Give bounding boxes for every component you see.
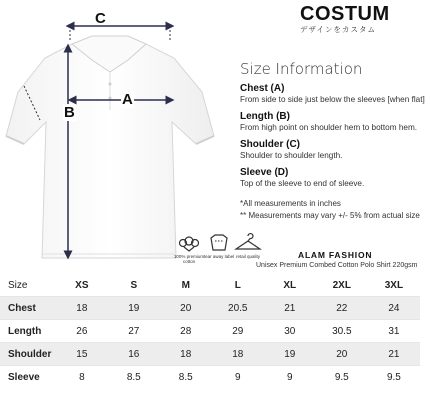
- cell: 20.5: [212, 297, 264, 320]
- info-desc: From side to side just below the sleeves [when flat]: [240, 95, 425, 104]
- cell: 21: [264, 297, 316, 320]
- cell: 28: [160, 320, 212, 343]
- badge-label: retail quality: [235, 254, 260, 259]
- cell: 9.5: [316, 366, 368, 389]
- info-heading: Sleeve (D): [240, 167, 289, 178]
- cell: 18: [56, 297, 108, 320]
- size-header-xs: XS: [75, 279, 89, 291]
- cell: 19: [108, 297, 160, 320]
- info-heading: Shoulder (C): [240, 139, 300, 150]
- note-inches: *All measurements in inches: [240, 199, 341, 208]
- cell: 16: [108, 343, 160, 366]
- brand-tagline: デザインをカスタム: [300, 25, 376, 34]
- size-header-2xl: 2XL: [332, 279, 351, 291]
- row-label: Sleeve: [0, 366, 56, 389]
- info-sleeve: [240, 167, 430, 188]
- cell: 27: [108, 320, 160, 343]
- cell: 31: [368, 320, 420, 343]
- table-header-row: [0, 274, 420, 297]
- size-header-xl: XL: [283, 279, 297, 291]
- hanger-icon: [233, 232, 263, 254]
- size-header-m: M: [181, 279, 190, 291]
- measure-letter-b: B: [64, 104, 75, 121]
- table-row: [0, 366, 420, 389]
- row-label: Chest: [0, 297, 56, 320]
- note-variance: ** Measurements may vary +/- 5% from actual size: [240, 211, 420, 220]
- cell: 22: [316, 297, 368, 320]
- product-description: Unisex Premium Combed Cotton Polo Shirt 220gsm: [256, 262, 418, 269]
- badge-retail: [231, 232, 265, 259]
- brand-name: COSTUM: [300, 3, 390, 25]
- table-header-label: Size: [8, 279, 28, 291]
- table-row: [0, 320, 420, 343]
- cell: 20: [160, 297, 212, 320]
- cell: 8.5: [108, 366, 160, 389]
- cell: 8.5: [160, 366, 212, 389]
- cell: 19: [264, 343, 316, 366]
- size-info-title: Size Information: [240, 60, 363, 78]
- info-desc: From high point on shoulder hem to bottom hem.: [240, 123, 418, 132]
- size-header-3xl: 3XL: [384, 279, 404, 291]
- row-label: Shoulder: [0, 343, 56, 366]
- cotton-flower-icon: [174, 232, 204, 254]
- cell: 26: [56, 320, 108, 343]
- size-header-s: S: [130, 279, 138, 291]
- cell: 9.5: [368, 366, 420, 389]
- info-chest: [240, 83, 430, 104]
- cell: 29: [212, 320, 264, 343]
- size-chart-table: [0, 274, 420, 388]
- badge-label: 100% premium cotton: [173, 254, 205, 264]
- brand-logo: [300, 3, 420, 35]
- cell: 8: [56, 366, 108, 389]
- cell: 18: [160, 343, 212, 366]
- cell: 24: [368, 297, 420, 320]
- cell: 30: [264, 320, 316, 343]
- cell: 20: [316, 343, 368, 366]
- info-heading: Length (B): [240, 111, 290, 122]
- cell: 9: [264, 366, 316, 389]
- row-label: Length: [0, 320, 56, 343]
- size-header-l: L: [234, 279, 241, 291]
- info-desc: Top of the sleeve to end of sleeve.: [240, 179, 365, 188]
- measure-letter-a: A: [122, 91, 133, 108]
- badge-cotton: [172, 232, 206, 264]
- table-row: [0, 343, 420, 366]
- product-brand-line: ALAM FASHION: [298, 250, 373, 260]
- polo-shirt-illustration: [0, 0, 230, 270]
- measure-letter-c: C: [95, 10, 106, 27]
- badge-label: tear away label: [203, 254, 235, 259]
- cell: 15: [56, 343, 108, 366]
- info-heading: Chest (A): [240, 83, 285, 94]
- cell: 30.5: [316, 320, 368, 343]
- info-desc: Shoulder to shoulder length.: [240, 151, 343, 160]
- cell: 21: [368, 343, 420, 366]
- table-row: [0, 297, 420, 320]
- cell: 18: [212, 343, 264, 366]
- info-length: [240, 111, 430, 132]
- cell: 9: [212, 366, 264, 389]
- info-shoulder: [240, 139, 430, 160]
- tear-away-label-icon: [204, 232, 234, 254]
